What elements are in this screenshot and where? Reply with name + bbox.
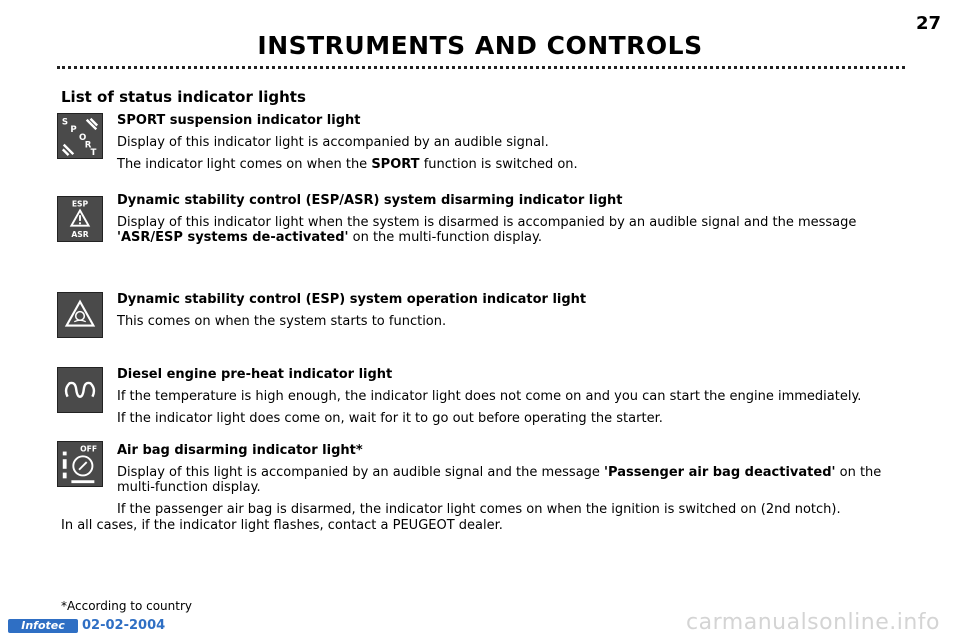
sport-suspension-icon [57,113,103,159]
sport-letter-o: O [79,132,87,143]
indicator-description: The indicator light comes on when the SPORT function is switched on. [117,157,578,172]
indicator-description: If the temperature is high enough, the indicator light does not come on and you can start the engine immediately. [117,389,862,404]
indicator-description: This comes on when the system starts to function. [117,314,447,329]
indicator-title: SPORT suspension indicator light [117,113,361,128]
indicator-airbag [117,443,905,517]
page-number: 27 [915,13,941,34]
glow-plug-icon [57,367,103,413]
dotted-divider [57,66,905,69]
indicator-title: Dynamic stability control (ESP/ASR) system disarming indicator light [117,193,623,208]
sport-letter-p: P [70,125,77,136]
sport-letter-t: T [90,148,97,158]
footer-note: In all cases, if the indicator light flashes, contact a PEUGEOT dealer. [61,518,503,533]
indicator-description: Display of this indicator light is accompanied by an audible signal. [117,135,549,150]
indicator-sport [117,113,905,172]
indicator-description: If the passenger air bag is disarmed, the indicator light comes on when the ignition is switched on (2nd notch). [117,502,841,517]
indicator-title: Diesel engine pre-heat indicator light [117,367,393,382]
section-heading: List of status indicator lights [61,88,306,106]
date-stamp: 02-02-2004 [82,618,166,633]
asr-label: ASR [71,230,89,240]
indicator-esp-asr [117,193,905,245]
esp-asr-warning-icon [57,196,103,242]
indicator-preheat [117,367,905,426]
watermark: carmanualsonline.info [686,610,940,635]
infotec-logo: Infotec [8,619,78,633]
indicator-description: Display of this indicator light when the system is disarmed is accompanied by an audible signal and the message 'ASR/ESP systems de-activated' on the multi-function display. [117,215,857,245]
indicator-esp-operation [117,292,905,329]
esp-operation-icon [57,292,103,338]
sport-letter-r: R [84,140,92,151]
airbag-off-icon [57,441,103,487]
indicator-description: Display of this light is accompanied by an audible signal and the message 'Passenger air bag deactivated' on the multi-function display. [117,465,882,495]
airbag-off-label: OFF [80,444,98,454]
country-note: *According to country [61,599,192,613]
page-title: INSTRUMENTS AND CONTROLS [257,31,703,60]
indicator-description: If the indicator light does come on, wait for it to go out before operating the starter. [117,411,663,426]
indicator-title: Air bag disarming indicator light* [117,443,363,458]
indicator-title: Dynamic stability control (ESP) system operation indicator light [117,292,587,307]
esp-label: ESP [71,199,89,209]
sport-letter-s: S [61,117,69,128]
